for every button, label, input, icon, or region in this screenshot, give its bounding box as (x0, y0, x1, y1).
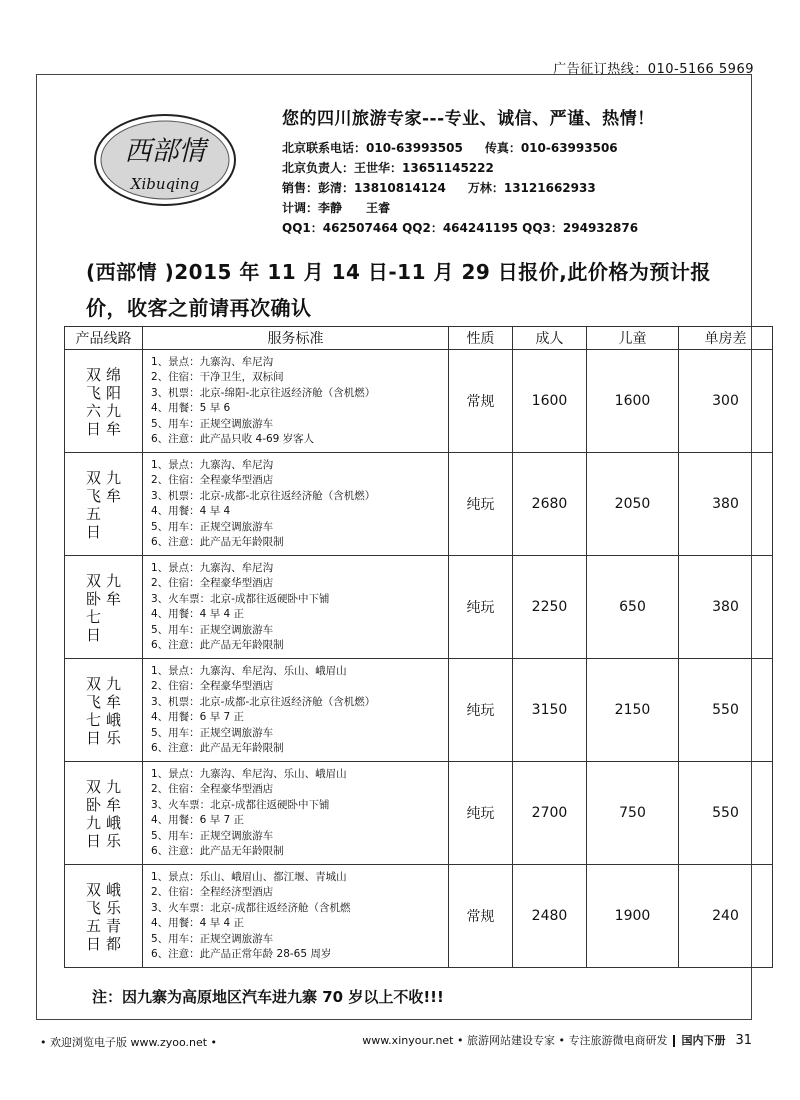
service-item: 4、用餐：4 早 4 正 (151, 917, 245, 929)
single-supplement-cell: 240 (679, 865, 773, 968)
contact-planner: 计调：李静 王睿 (282, 201, 391, 215)
service-item: 3、机票：北京-成都-北京往返经济舱（含机燃） (151, 489, 376, 502)
header-route: 产品线路 (65, 327, 143, 350)
table-row (65, 865, 773, 968)
route-cell (65, 659, 143, 762)
route-cell (65, 556, 143, 659)
services-cell (143, 865, 449, 968)
service-item: 4、用餐：4 早 4 (151, 505, 231, 517)
service-item: 4、用餐：4 早 4 正 (151, 608, 245, 620)
single-supplement-cell: 300 (679, 350, 773, 453)
service-item: 5、用车：正规空调旅游车 (151, 623, 274, 636)
services-cell (143, 453, 449, 556)
company-info (282, 104, 742, 238)
route-label: 绵 阳 九 牟 (105, 365, 121, 438)
service-item: 1、景点：九寨沟、牟尼沟 (151, 355, 274, 368)
service-item: 6、注意：此产品无年龄限制 (151, 845, 284, 857)
route-label: 九 牟 峨 乐 (105, 674, 121, 747)
single-supplement-cell: 550 (679, 762, 773, 865)
footer-section: 国内下册 (681, 1034, 726, 1047)
ad-hotline: 广告征订热线：010-5166 5969 (553, 62, 754, 77)
type-cell: 常规 (449, 865, 513, 968)
services-cell (143, 350, 449, 453)
service-item: 4、用餐：6 早 7 正 (151, 711, 245, 723)
header-child: 儿童 (587, 327, 679, 350)
service-item: 2、住宿：干净卫生，双标间 (151, 371, 284, 383)
service-item: 3、火车票：北京-成都往返经济舱（含机燃 (151, 901, 351, 914)
contact-phone-line (282, 138, 742, 158)
contact-phone: 北京联系电话：010-63993505 (282, 141, 463, 155)
type-cell: 常规 (449, 350, 513, 453)
route-label: 九 牟 (105, 468, 121, 505)
single-supplement-cell: 380 (679, 556, 773, 659)
route-label: 双 飞 六 日 (85, 365, 101, 438)
contact-qq: QQ1：462507464 QQ2：464241195 QQ3：294932876 (282, 221, 639, 235)
footer-right (362, 1032, 752, 1048)
route-label: 九 牟 峨 乐 (105, 777, 121, 850)
service-item: 3、机票：北京-绵阳-北京往返经济舱（含机燃） (151, 386, 376, 399)
contact-sales-2: 万林：13121662933 (467, 181, 596, 195)
service-item: 2、住宿：全程豪华型酒店 (151, 577, 274, 589)
single-supplement-cell: 380 (679, 453, 773, 556)
type-cell: 纯玩 (449, 762, 513, 865)
route-cell (65, 762, 143, 865)
route-label: 双 飞 五 日 (85, 468, 101, 541)
table-header-row (65, 327, 773, 350)
route-cell (65, 453, 143, 556)
service-item: 2、住宿：全程豪华型酒店 (151, 474, 274, 486)
contact-sales-line (282, 178, 742, 198)
service-item: 1、景点：九寨沟、牟尼沟 (151, 458, 274, 471)
service-item: 6、注意：此产品无年龄限制 (151, 536, 284, 548)
service-item: 2、住宿：全程豪华型酒店 (151, 783, 274, 795)
adult-price-cell: 2480 (513, 865, 587, 968)
service-item: 2、住宿：全程经济型酒店 (151, 886, 274, 898)
age-restriction-note: 注：因九寨为高原地区汽车进九寨 70 岁以上不收!!! (92, 988, 444, 1006)
services-cell (143, 659, 449, 762)
route-label: 峨 乐 青 都 (105, 880, 121, 953)
services-cell (143, 556, 449, 659)
service-item: 3、机票：北京-成都-北京往返经济舱（含机燃） (151, 695, 376, 708)
adult-price-cell: 2250 (513, 556, 587, 659)
service-item: 5、用车：正规空调旅游车 (151, 520, 274, 533)
table-row (65, 659, 773, 762)
route-label: 双 卧 七 日 (85, 571, 101, 644)
service-item: 5、用车：正规空调旅游车 (151, 829, 274, 842)
service-item: 6、注意：此产品无年龄限制 (151, 742, 284, 754)
services-cell (143, 762, 449, 865)
adult-price-cell: 2680 (513, 453, 587, 556)
adult-price-cell: 1600 (513, 350, 587, 453)
table-row (65, 556, 773, 659)
child-price-cell: 1900 (587, 865, 679, 968)
price-headline: (西部情 )2015 年 11 月 14 日-11 月 29 日报价,此价格为预计报价，收客之前请再次确认 (86, 260, 711, 320)
route-label: 九 牟 (105, 571, 121, 608)
service-item: 1、景点：九寨沟、牟尼沟、乐山、峨眉山 (151, 767, 347, 780)
adult-price-cell: 2700 (513, 762, 587, 865)
service-item: 5、用车：正规空调旅游车 (151, 932, 274, 945)
contact-fax: 传真：010-63993506 (484, 141, 618, 155)
service-item: 1、景点：九寨沟、牟尼沟、乐山、峨眉山 (151, 664, 347, 677)
service-item: 6、注意：此产品只收 4-69 岁客人 (151, 433, 315, 445)
service-item: 1、景点：乐山、峨眉山、都江堰、青城山 (151, 870, 347, 883)
service-item: 4、用餐：5 早 6 (151, 402, 231, 414)
service-item: 5、用车：正规空调旅游车 (151, 726, 274, 739)
footer-right-text: www.xinyour.net • 旅游网站建设专家 • 专注旅游微电商研发 (362, 1034, 668, 1047)
header-adult: 成人 (513, 327, 587, 350)
footer-left-text: • 欢迎浏览电子版 www.zyoo.net • (40, 1036, 218, 1049)
service-item: 3、火车票：北京-成都往返硬卧中下铺 (151, 798, 330, 811)
table-row (65, 453, 773, 556)
type-cell: 纯玩 (449, 453, 513, 556)
type-cell: 纯玩 (449, 659, 513, 762)
logo-cn-text: 西部情 (124, 136, 206, 167)
child-price-cell: 2050 (587, 453, 679, 556)
contact-sales-1: 销售：彭清：13810814124 (282, 181, 446, 195)
price-table (64, 326, 773, 968)
service-item: 3、火车票：北京-成都往返硬卧中下铺 (151, 592, 330, 605)
service-item: 6、注意：此产品正常年龄 28-65 周岁 (151, 948, 332, 960)
service-item: 2、住宿：全程豪华型酒店 (151, 680, 274, 692)
child-price-cell: 1600 (587, 350, 679, 453)
company-slogan: 您的四川旅游专家---专业、诚信、严谨、热情！ (282, 109, 655, 129)
service-item: 6、注意：此产品无年龄限制 (151, 639, 284, 651)
child-price-cell: 650 (587, 556, 679, 659)
footer-divider (673, 1035, 675, 1047)
contact-manager: 北京负责人：王世华：13651145222 (282, 161, 494, 175)
header-services: 服务标准 (143, 327, 449, 350)
service-item: 5、用车：正规空调旅游车 (151, 417, 274, 430)
route-cell (65, 865, 143, 968)
table-row (65, 762, 773, 865)
route-label: 双 飞 七 日 (85, 674, 101, 747)
service-item: 1、景点：九寨沟、牟尼沟 (151, 561, 274, 574)
service-item: 4、用餐：6 早 7 正 (151, 814, 245, 826)
child-price-cell: 750 (587, 762, 679, 865)
type-cell: 纯玩 (449, 556, 513, 659)
single-supplement-cell: 550 (679, 659, 773, 762)
logo-en-text: Xibuqing (130, 175, 200, 193)
table-row (65, 350, 773, 453)
child-price-cell: 2150 (587, 659, 679, 762)
route-label: 双 卧 九 日 (85, 777, 101, 850)
route-cell (65, 350, 143, 453)
route-label: 双 飞 五 日 (85, 880, 101, 953)
adult-price-cell: 3150 (513, 659, 587, 762)
page-number: 31 (735, 1033, 752, 1048)
company-logo (92, 112, 238, 208)
header-type: 性质 (449, 327, 513, 350)
header-single-supplement: 单房差 (679, 327, 773, 350)
